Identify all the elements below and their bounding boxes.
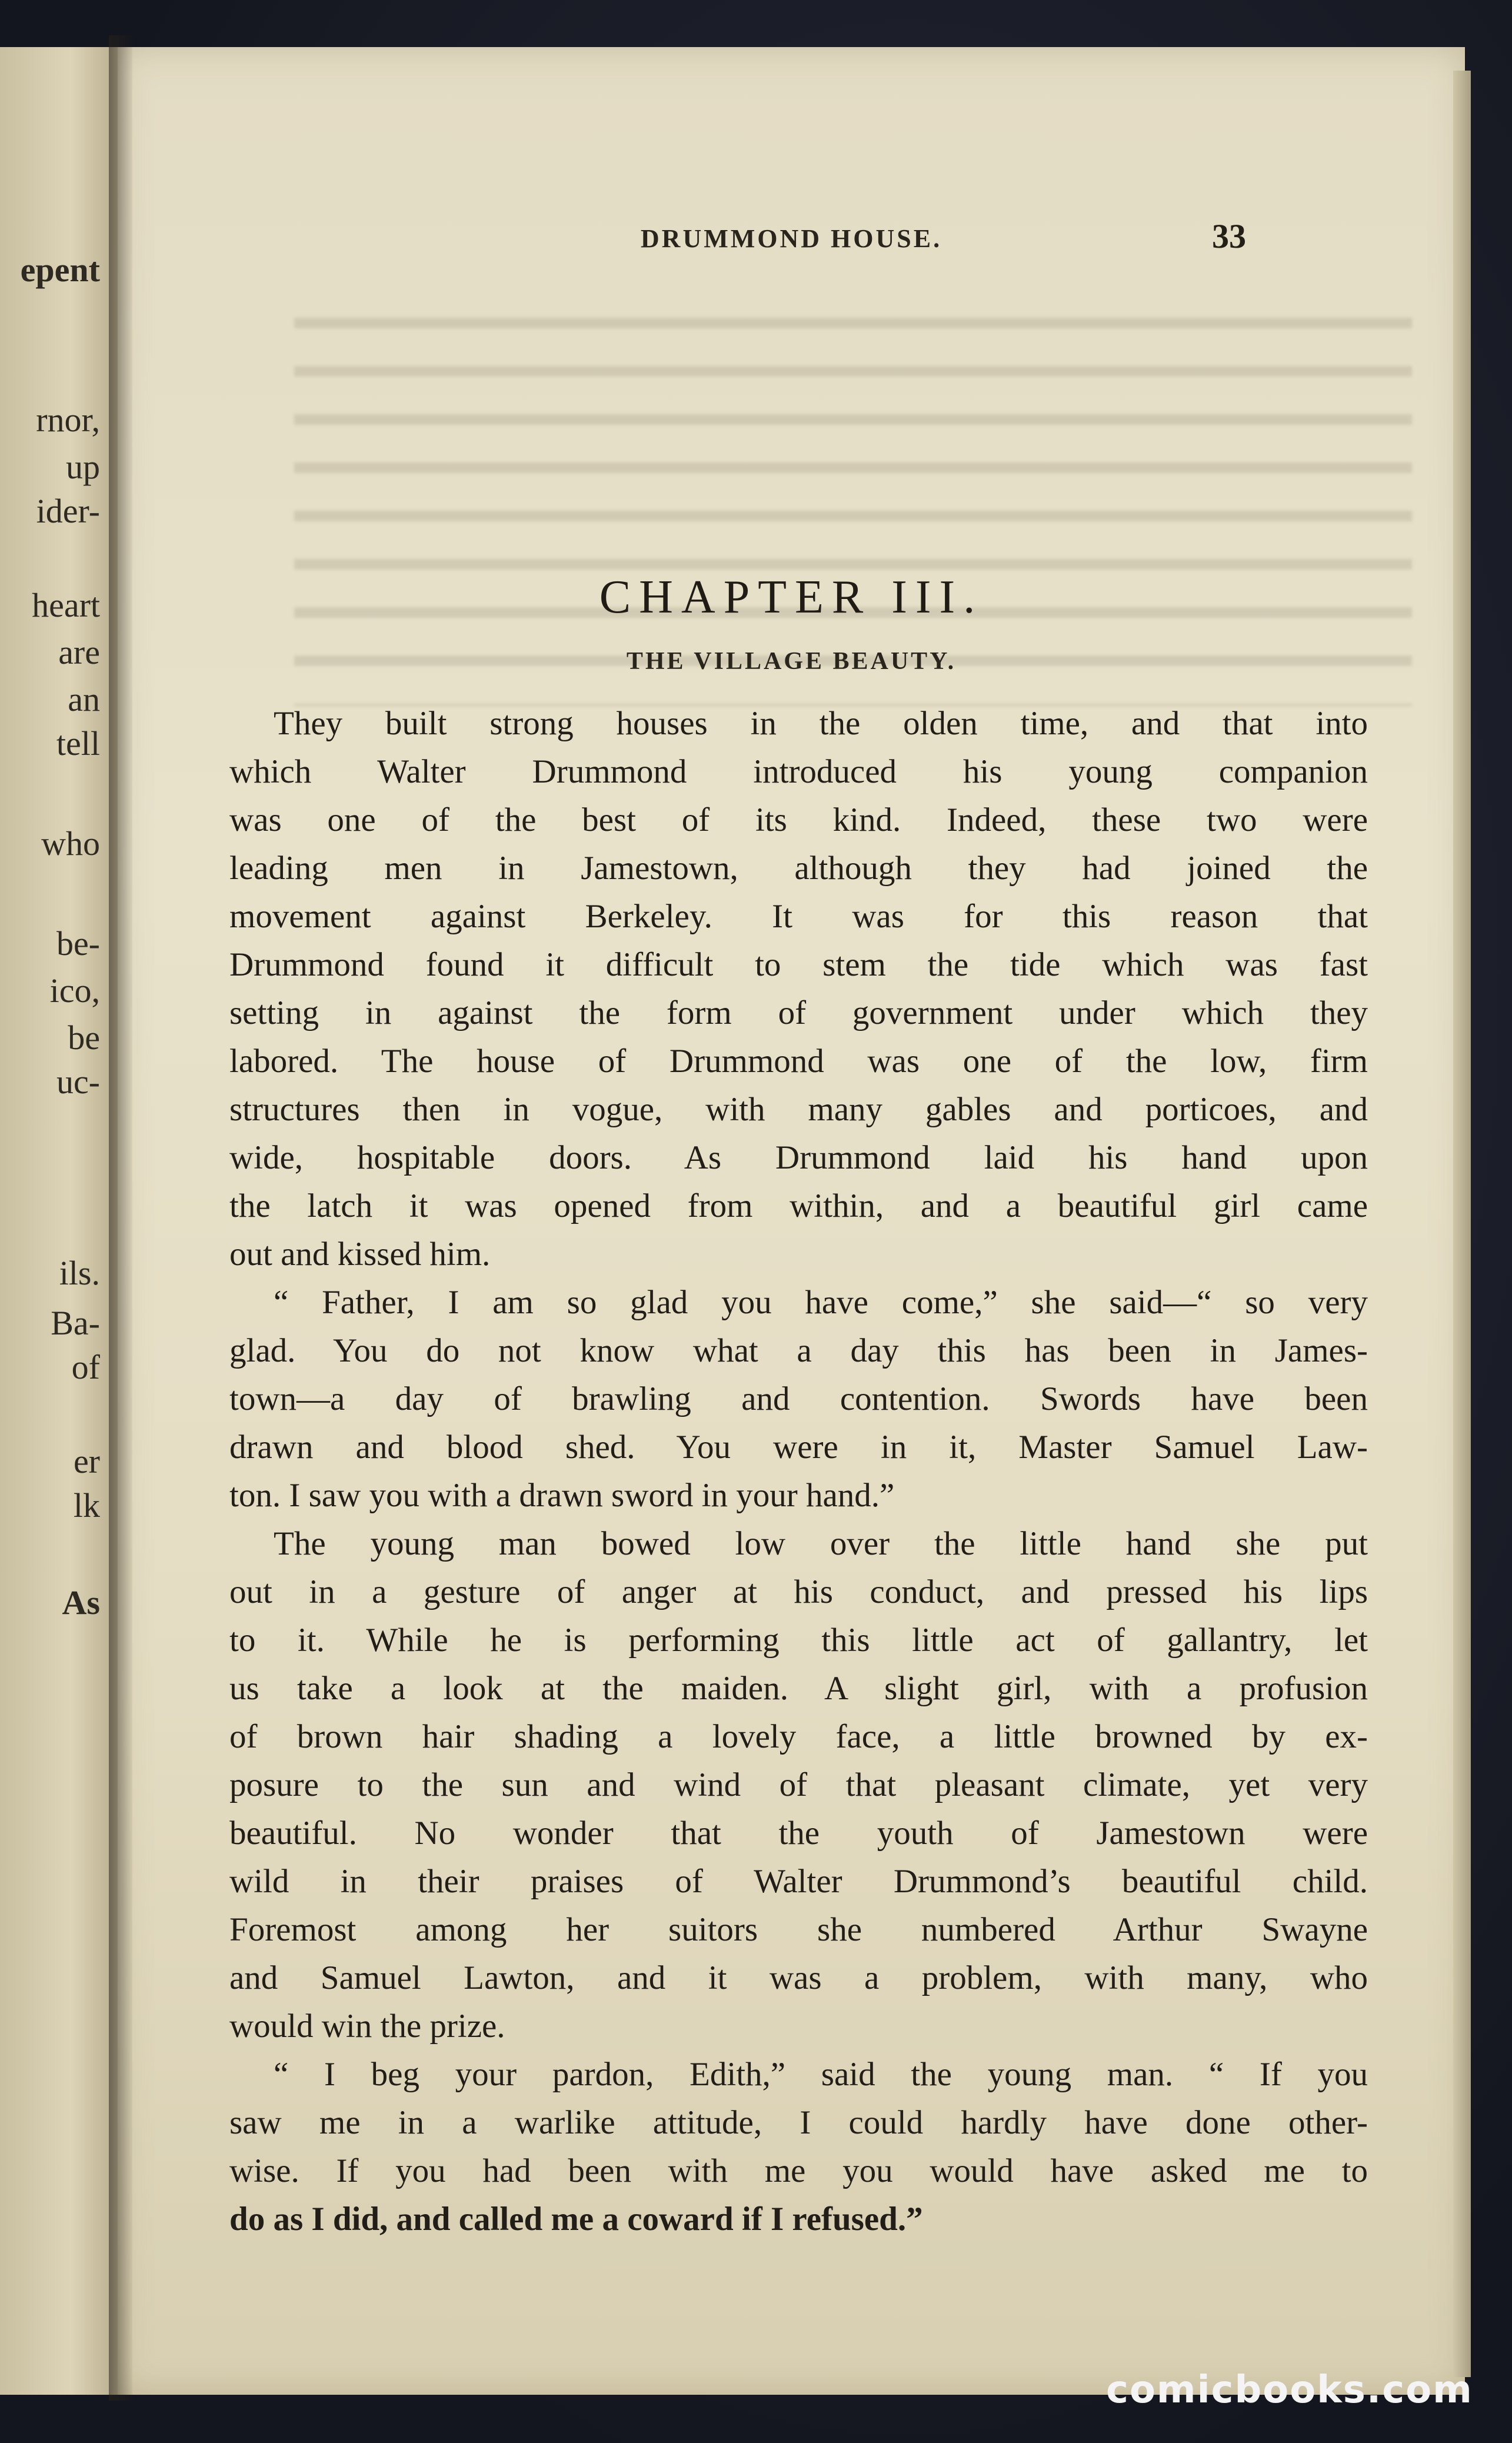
left-fragment: ico, (49, 971, 100, 1010)
text-line: beautiful. No wonder that the youth of Jamestown were (229, 1815, 1368, 1852)
text-line: out in a gesture of anger at his conduct, and pressed his lips (229, 1573, 1368, 1610)
text-line: Drummond found it difficult to stem the tide which was fast (229, 946, 1368, 983)
book-gutter (109, 35, 132, 2401)
text-line: labored. The house of Drummond was one of the low, firm (229, 1043, 1368, 1080)
text-line: wise. If you had been with me you would have asked me to (229, 2152, 1368, 2189)
text-line: town—a day of brawling and contention. Swords have been (229, 1380, 1368, 1417)
text-line: movement against Berkeley. It was for this reason that (229, 898, 1368, 935)
previous-page-edge (0, 47, 118, 2395)
text-line: Foremost among her suitors she numbered Arthur Swayne (229, 1911, 1368, 1948)
left-fragment: lk (73, 1486, 100, 1525)
left-fragment: rnor, (36, 401, 100, 439)
text-line: glad. You do not know what a day this has been in James- (229, 1332, 1368, 1369)
left-fragment: ils. (59, 1254, 100, 1292)
text-line: the latch it was opened from within, and a beautiful girl came (229, 1187, 1368, 1224)
watermark: comicbooks.com (1106, 2368, 1473, 2412)
text-line: They built strong houses in the olden time, and that into (274, 705, 1368, 742)
text-line: of brown hair shading a lovely face, a little browned by ex- (229, 1718, 1368, 1755)
chapter-title: CHAPTER III. (599, 571, 984, 623)
text-line: wild in their praises of Walter Drummond’s beautiful child. (229, 1863, 1368, 1900)
text-line: setting in against the form of government under which they (229, 994, 1368, 1031)
text-line: ton. I saw you with a drawn sword in your hand.” (229, 1477, 895, 1514)
text-line: which Walter Drummond introduced his young companion (229, 753, 1368, 790)
text-line: would win the prize. (229, 2008, 505, 2045)
left-fragment: who (41, 824, 100, 863)
text-line: and Samuel Lawton, and it was a problem, with many, who (229, 1959, 1368, 1996)
text-line: to it. While he is performing this little act of gallantry, let (229, 1622, 1368, 1659)
text-line: was one of the best of its kind. Indeed, these two were (229, 801, 1368, 838)
left-fragment: up (66, 448, 100, 486)
text-line: The young man bowed low over the little hand she put (274, 1525, 1368, 1562)
left-fragment: an (68, 680, 100, 718)
left-fragment: tell (56, 724, 100, 763)
left-fragment: heart (32, 586, 100, 624)
left-fragment: are (58, 633, 100, 671)
left-fragment: of (71, 1348, 100, 1386)
text-line: posure to the sun and wind of that pleasant climate, yet very (229, 1766, 1368, 1803)
left-fragment: uc- (56, 1063, 100, 1101)
text-line: do as I did, and called me a coward if I refused.” (229, 2201, 923, 2238)
chapter-subtitle: THE VILLAGE BEAUTY. (626, 648, 957, 675)
text-line: “ I beg your pardon, Edith,” said the young man. “ If you (274, 2056, 1368, 2093)
text-line: wide, hospitable doors. As Drummond laid his hand upon (229, 1139, 1368, 1176)
bleed-through-text (294, 294, 1412, 706)
left-fragment: be (68, 1019, 100, 1057)
page-number: 33 (1212, 217, 1246, 255)
text-line: structures then in vogue, with many gables and porticoes, and (229, 1091, 1368, 1128)
left-fragment: As (62, 1583, 100, 1622)
text-line: out and kissed him. (229, 1236, 491, 1273)
text-line: drawn and blood shed. You were in it, Master Samuel Law- (229, 1429, 1368, 1466)
text-line: leading men in Jamestown, although they had joined the (229, 850, 1368, 887)
text-line: saw me in a warlike attitude, I could hardly have done other- (229, 2104, 1368, 2141)
running-head: DRUMMOND HOUSE. (640, 224, 942, 253)
page-edge (1453, 71, 1471, 2377)
left-fragment: ider- (36, 492, 100, 530)
left-fragment: er (73, 1442, 100, 1480)
text-line: us take a look at the maiden. A slight girl, with a profusion (229, 1670, 1368, 1707)
book-page (118, 47, 1465, 2395)
left-fragment: be- (56, 924, 100, 963)
text-line: “ Father, I am so glad you have come,” she said—“ so very (274, 1284, 1368, 1321)
left-fragment: epent (20, 251, 100, 289)
left-fragment: Ba- (51, 1304, 100, 1342)
